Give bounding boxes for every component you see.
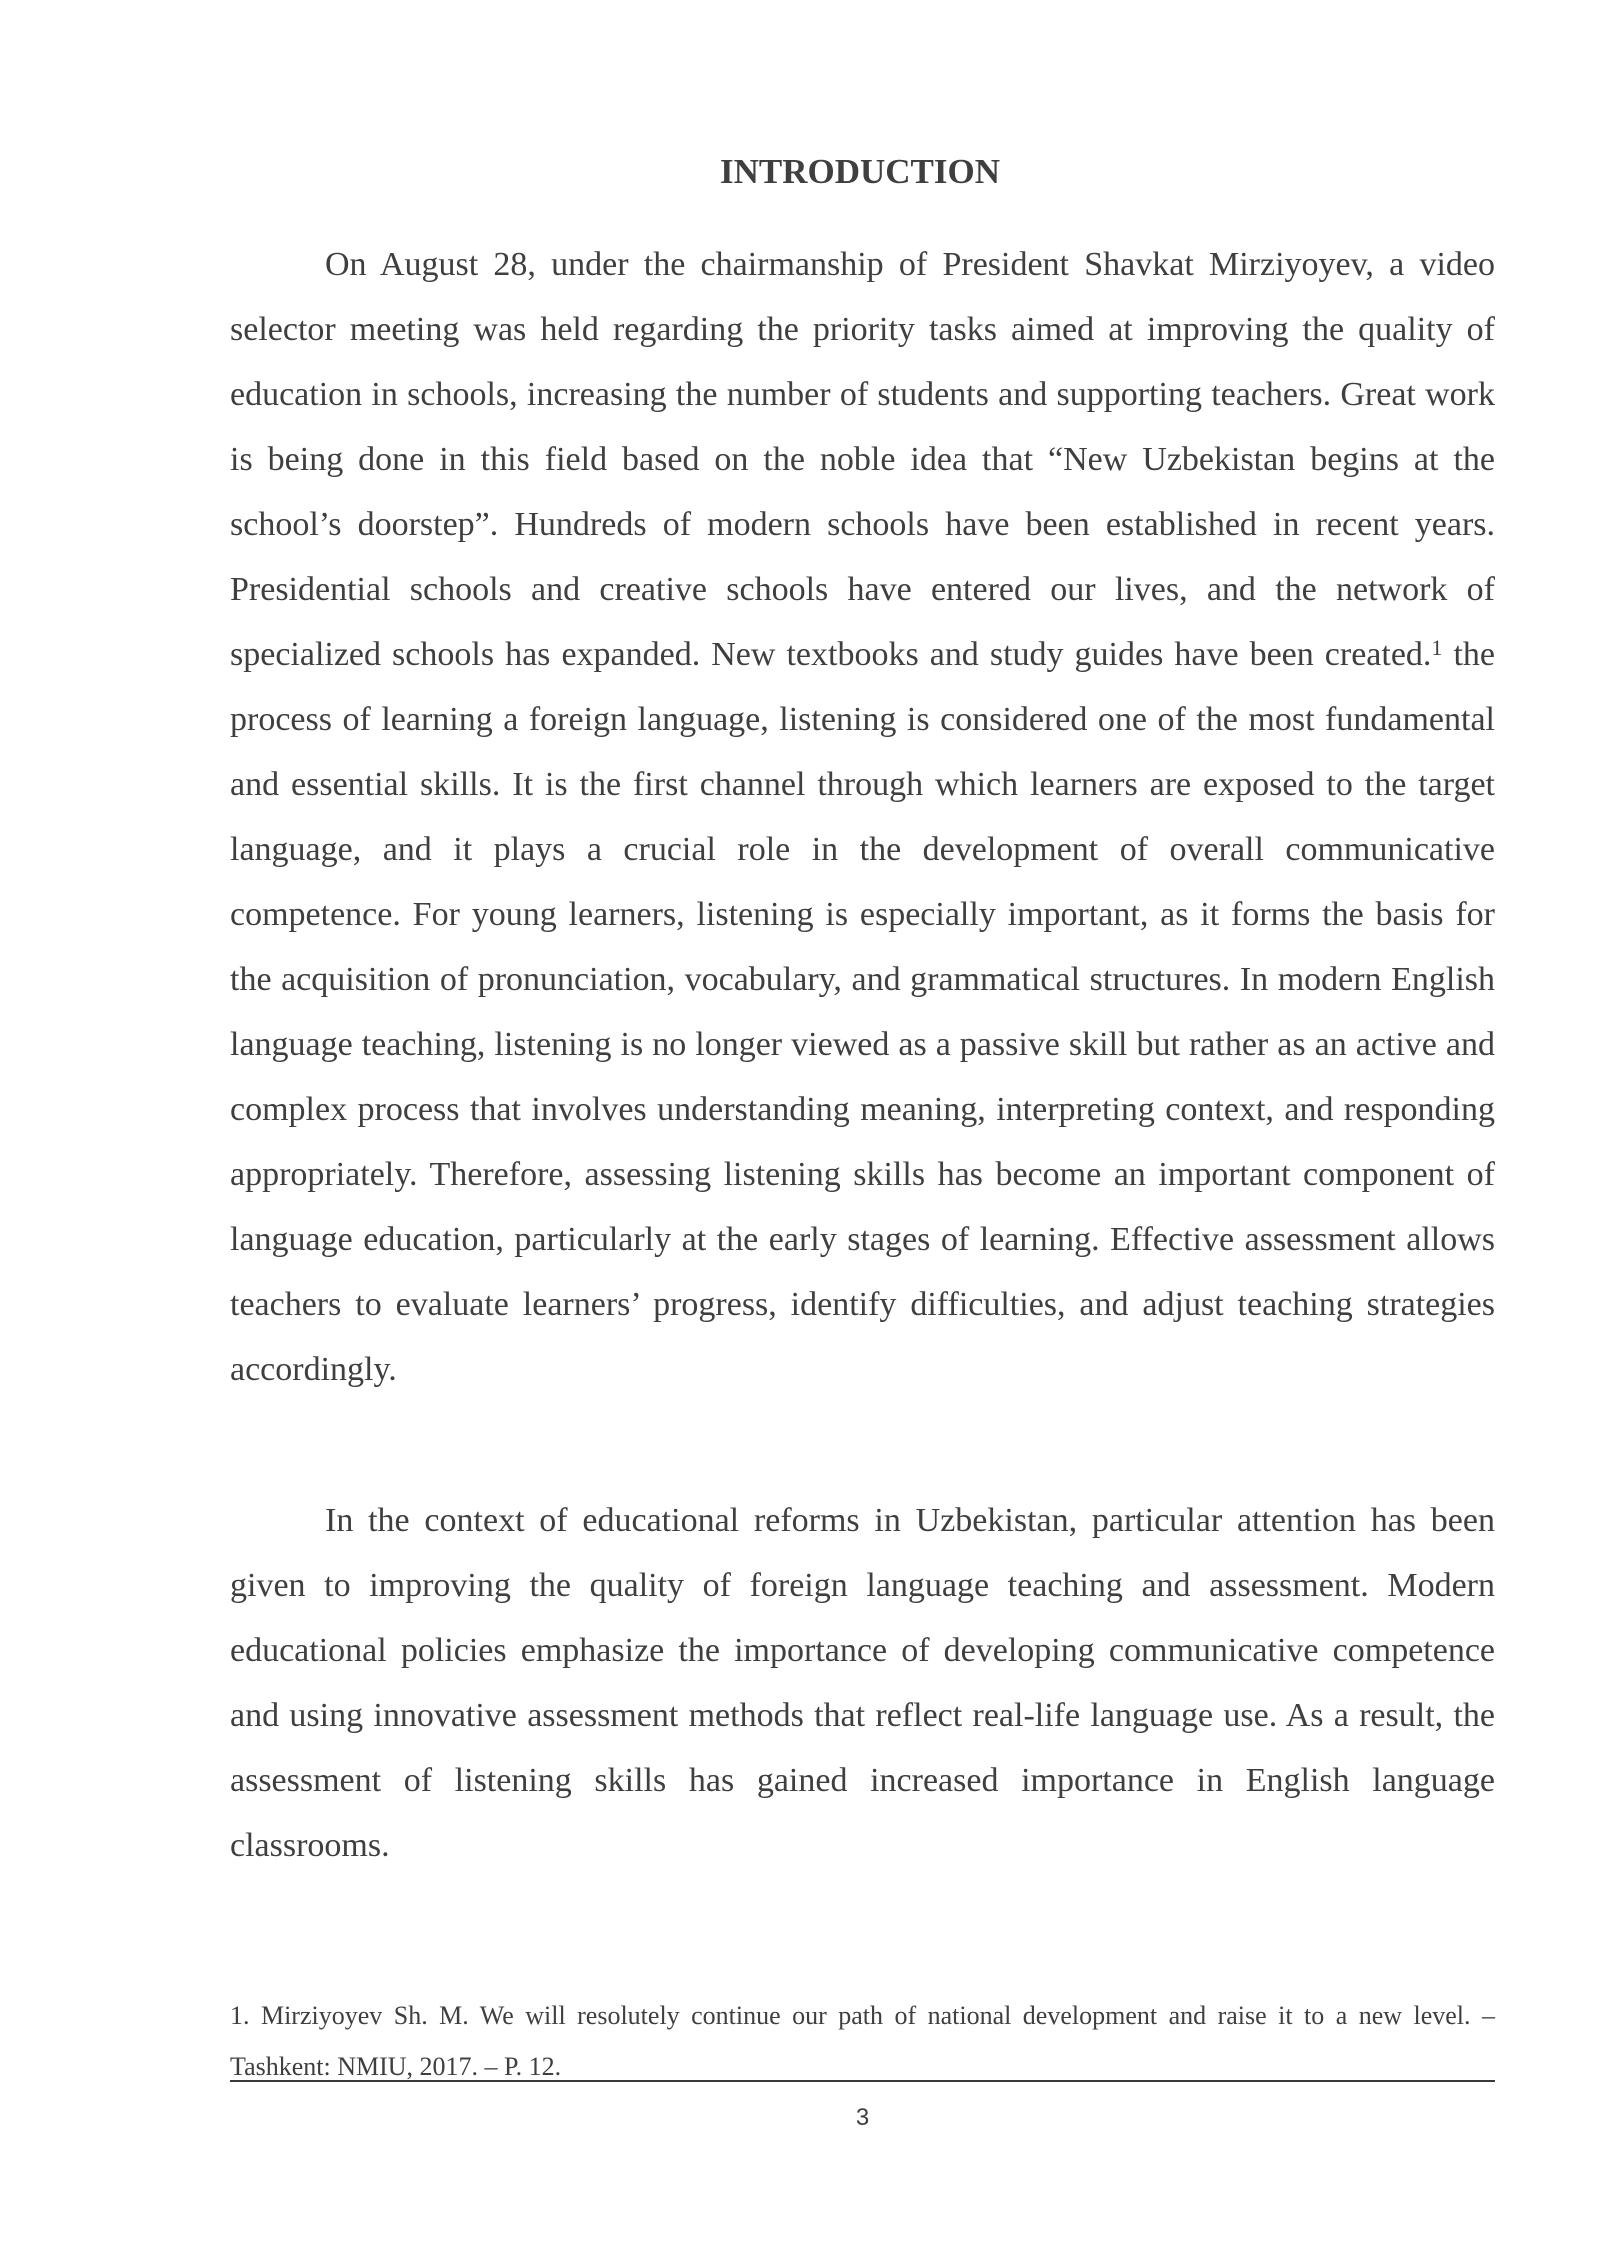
body-paragraph-2: In the context of educational reforms in Uzbekistan, particular attention has been given to improving the quality of foreign language teaching and assessment. Modern educational policies emphasize the importance of developing communicative competence and using innovative assessment methods that reflect real-life language use. As a result, the assessment of listening skills has gained increased importance in English language classrooms. (230, 1502, 1495, 1864)
footnote-reference: 1 (1431, 635, 1443, 660)
body-paragraph-1 (230, 232, 1495, 1402)
footnote: 1. Mirziyoyev Sh. M. We will resolutely continue our path of national development and raise it to a new level. – Tashkent: NMIU, 2017. – P. 12. (230, 2001, 1495, 2081)
footnote-divider (230, 2080, 1495, 2082)
paragraph-1-text-end: the process of learning a foreign language, listening is considered one of the most fundamental and essential skills. It is the first channel through which learners are exposed to the target language, and it plays a crucial role in the development of overall communicative competence. For young learners, listening is especially important, as it forms the basis for the acquisition of pronunciation, vocabulary, and grammatical structures. In modern English language teaching, listening is no longer viewed as a passive skill but rather as an active and complex process that involves understanding meaning, interpreting context, and responding appropriately. Therefore, assessing listening skills has become an important component of language education, particularly at the early stages of learning. Effective assessment allows teachers to evaluate learners’ progress, identify difficulties, and adjust teaching strategies accordingly. (230, 636, 1495, 1388)
page-number: 3 (855, 2104, 870, 2131)
paragraph-1-text-start: On August 28, under the chairmanship of President Shavkat Mirziyoyev, a video selector meeting was held regarding the priority tasks aimed at improving the quality of education in schools, increasing the number of students and supporting teachers. Great work is being done in this field based on the noble idea that “New Uzbekistan begins at the school’s doorstep”. Hundreds of modern schools have been established in recent years. Presidential schools and creative schools have entered our lives, and the network of specialized schools has expanded. New textbooks and study guides have been created. (230, 246, 1495, 673)
section-heading: INTRODUCTION (719, 152, 1001, 191)
